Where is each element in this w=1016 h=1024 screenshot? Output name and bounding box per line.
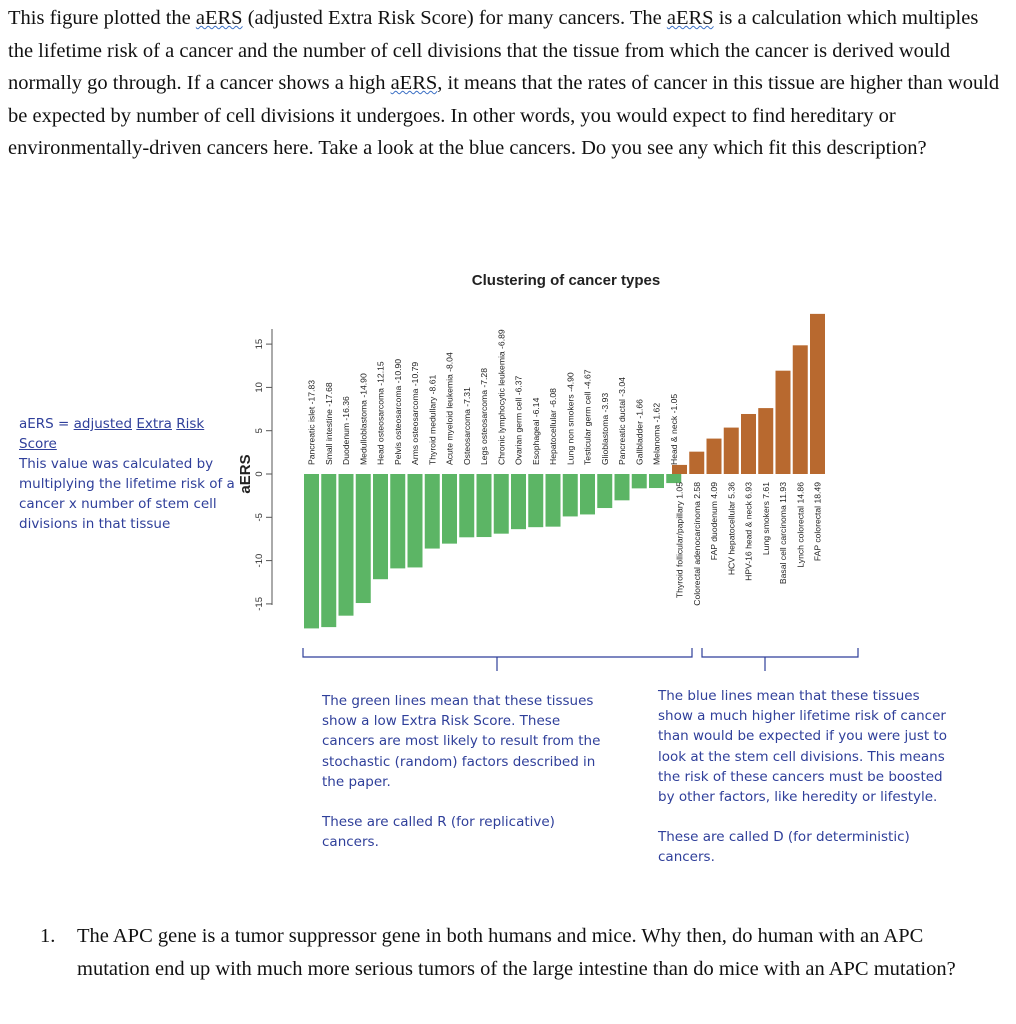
bar-label-r-16: Testicular germ cell -4.67 <box>582 369 593 465</box>
bar-r-5 <box>390 474 405 568</box>
y-tick-label: 5 <box>254 428 265 434</box>
bar-label-d-4: HPV-16 head & neck 6.93 <box>743 482 754 581</box>
y-tick-label: 10 <box>254 382 265 393</box>
bar-label-r-12: Ovarian germ cell -6.37 <box>513 375 524 465</box>
aers-definition-prefix: aERS = <box>19 416 74 432</box>
bar-r-11 <box>494 474 509 534</box>
bar-label-r-11: Chronic lymphocytic leukemia -6.89 <box>496 329 507 465</box>
bar-r-14 <box>546 474 561 527</box>
bar-r-1 <box>321 474 336 627</box>
bar-d-7 <box>793 345 808 474</box>
bar-label-d-2: FAP duodenum 4.09 <box>709 482 719 561</box>
y-tick-label: -10 <box>254 553 265 568</box>
def-word-extra: Extra <box>136 416 172 432</box>
blue-note <box>658 686 958 868</box>
def-word-risk: Risk <box>176 416 205 432</box>
bar-r-17 <box>597 474 612 508</box>
intro-term-3: aERS <box>390 72 438 94</box>
bar-r-18 <box>615 474 630 500</box>
bar-label-d-1: Colorectal adenocarcinoma 2.58 <box>691 482 702 606</box>
bar-label-r-15: Lung non smokers -4.90 <box>565 372 576 465</box>
bar-label-r-14: Hepatocellular -6.08 <box>548 388 558 465</box>
green-bracket <box>303 648 692 671</box>
y-tick-label: 15 <box>254 338 265 350</box>
intro-text-1: This figure plotted the <box>8 7 196 29</box>
y-axis-ticks <box>254 339 272 611</box>
intro-term-2: aERS <box>666 7 714 29</box>
blue-bracket <box>702 648 858 671</box>
green-note-label: These are called R (for replicative) cancers. <box>322 814 555 851</box>
bar-label-r-19: Gallbladder -1.66 <box>634 399 645 465</box>
bar-label-r-4: Head osteosarcoma -12.15 <box>375 361 386 465</box>
y-axis-label: aERS <box>237 454 254 494</box>
bar-label-d-3: HCV hepatocellular 5.36 <box>726 482 737 576</box>
y-tick-label: -15 <box>254 597 265 611</box>
bar-r-8 <box>442 474 457 544</box>
bar-label-r-5: Pelvis osteosarcoma -10.90 <box>392 358 403 465</box>
bar-label-d-0: Thyroid follicular/papillary 1.05 <box>674 482 685 599</box>
bar-r-2 <box>339 474 354 616</box>
bar-label-r-17: Glioblastoma -3.93 <box>599 392 610 465</box>
y-tick-label: 0 <box>254 471 265 477</box>
bar-d-4 <box>741 414 756 474</box>
bar-label-d-8: FAP colorectal 18.49 <box>812 482 823 562</box>
intro-term-1: aERS <box>195 7 243 29</box>
intro-text-2: (adjusted Extra Risk Score) for many cancers. The <box>242 7 667 29</box>
intro-text-4: , it means that the rates of cancer in this tissue are higher than would be expected by number of cell divisions it undergoes. In other words, you would expect to find hereditary or environmentally-driven cancers here. Take a look at the blue cancers. Do you see any which fit this description? <box>8 72 1000 159</box>
bar-r-15 <box>563 474 578 516</box>
bar-r-12 <box>511 474 526 529</box>
bar-label-d-7: Lynch colorectal 14.86 <box>795 482 806 568</box>
bar-r-16 <box>580 474 595 514</box>
bar-r-19 <box>632 474 647 488</box>
bar-r-3 <box>356 474 371 603</box>
bar-label-r-20: Melanoma -1.62 <box>651 402 662 465</box>
bar-label-r-0: Pancreatic islet -17.83 <box>306 379 317 465</box>
bar-d-1 <box>689 452 704 474</box>
question-number: 1. <box>40 925 56 947</box>
bar-r-21 <box>666 474 681 483</box>
bar-label-r-2: Duodenum -16.36 <box>341 396 351 465</box>
bar-label-r-3: Medulloblastoma -14.90 <box>358 373 369 465</box>
blue-note-label: These are called D (for deterministic) cancers. <box>658 829 910 866</box>
bar-r-20 <box>649 474 664 488</box>
bar-d-8 <box>810 314 825 474</box>
bar-label-r-1: Small intestine -17.68 <box>323 382 334 465</box>
blue-note-text: The blue lines mean that these tissues show a much higher lifetime risk of cancer than would be expected if you were just to look at the stem cell divisions. This means the risk of these cancers must be boosted by other factors, like heredity or lifestyle. <box>658 688 947 806</box>
def-word-score: Score <box>19 436 57 452</box>
bar-label-r-18: Pancreatic ductal -3.04 <box>617 377 627 465</box>
chart-title: Clustering of cancer types <box>471 272 661 289</box>
bar-r-7 <box>425 474 440 549</box>
green-note-text: The green lines mean that these tissues show a low Extra Risk Score. These cancers are most likely to result from the stochastic (random) factors described in the paper. <box>322 693 601 790</box>
calculation-note: This value was calculated by multiplying the lifetime risk of a cancer x number of stem cell divisions in that tissue <box>19 456 235 532</box>
bar-d-2 <box>707 439 722 474</box>
bar-r-13 <box>528 474 543 527</box>
bar-label-r-6: Arms osteosarcoma -10.79 <box>410 361 420 465</box>
bar-r-4 <box>373 474 388 579</box>
bar-r-10 <box>477 474 492 537</box>
bar-d-5 <box>758 408 773 474</box>
bar-d-3 <box>724 428 739 474</box>
bar-d-0 <box>672 465 687 474</box>
bar-label-d-5: Lung smokers 7.61 <box>760 482 771 556</box>
bar-label-r-9: Osteosarcoma -7.31 <box>461 387 472 465</box>
bar-label-r-8: Acute myeloid leukemia -8.04 <box>444 352 455 465</box>
bar-r-0 <box>304 474 319 628</box>
bar-r-9 <box>459 474 474 537</box>
bar-label-r-21: Head & neck -1.05 <box>668 393 679 465</box>
bar-r-6 <box>408 474 423 567</box>
green-note <box>322 691 612 852</box>
def-word-adjusted: adjusted <box>73 416 133 432</box>
bar-label-d-6: Basal cell carcinoma 11.93 <box>778 482 788 585</box>
bar-label-r-7: Thyroid medullary -8.61 <box>427 374 438 465</box>
bar-d-6 <box>776 371 791 474</box>
intro-text-3: is a calculation which multiples the lifetime risk of a cancer and the number of cell divisions that the tissue from which the cancer is derived would normally go through. If a cancer shows a high <box>8 7 979 94</box>
question-text: The APC gene is a tumor suppressor gene in both humans and mice. Why then, do human with an APC mutation end up with much more serious tumors of the large intestine than do mice with an APC mutation? <box>77 925 956 980</box>
bar-label-r-10: Legs osteosarcoma -7.28 <box>479 368 489 465</box>
y-tick-label: -5 <box>254 513 265 522</box>
bar-label-r-13: Esophageal -6.14 <box>530 397 541 465</box>
